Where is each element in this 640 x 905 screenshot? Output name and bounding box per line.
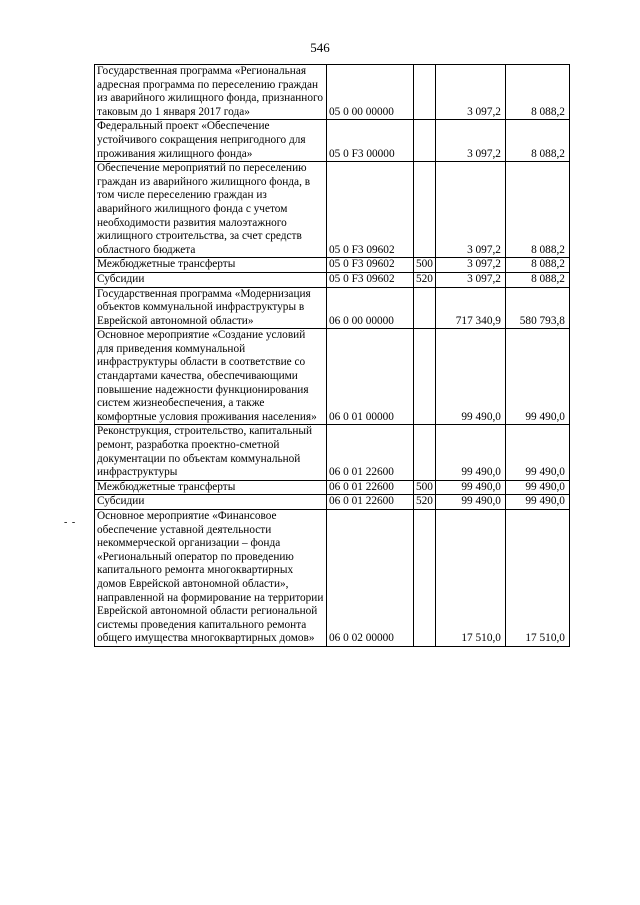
row-sum-2: 580 793,8 [505, 287, 569, 329]
row-sum-1: 717 340,9 [435, 287, 505, 329]
row-sum-1: 3 097,2 [435, 272, 505, 287]
row-name: Государственная программа «Модернизация объектов коммунальной инфраструктуры в Еврейской автономной области» [95, 287, 327, 329]
row-sum-2: 99 490,0 [505, 329, 569, 425]
row-code: 05 0 F3 09602 [327, 272, 414, 287]
row-name: Субсидии [95, 272, 327, 287]
table-row [95, 425, 570, 480]
row-code: 05 0 00 00000 [327, 65, 414, 120]
row-sum-2: 8 088,2 [505, 65, 569, 120]
row-code: 06 0 01 00000 [327, 329, 414, 425]
row-sum-2: 99 490,0 [505, 480, 569, 495]
row-code: 05 0 F3 09602 [327, 162, 414, 258]
table-row [95, 120, 570, 162]
margin-mark: - - [64, 517, 77, 528]
row-sum-1: 3 097,2 [435, 65, 505, 120]
row-vr: 500 [414, 480, 436, 495]
budget-table [94, 64, 570, 647]
table-row [95, 162, 570, 258]
row-vr: 520 [414, 272, 436, 287]
page-number: 546 [310, 40, 330, 55]
row-vr: 500 [414, 258, 436, 273]
table-row [95, 329, 570, 425]
row-name: Реконструкция, строительство, капитальный ремонт, разработка проектно-сметной документации по объектам коммунальной инфраструктуры [95, 425, 327, 480]
table-row [95, 287, 570, 329]
table-row [95, 272, 570, 287]
row-code: 05 0 F3 09602 [327, 258, 414, 273]
row-name: Субсидии [95, 495, 327, 510]
row-sum-1: 99 490,0 [435, 329, 505, 425]
row-sum-1: 99 490,0 [435, 495, 505, 510]
row-name: Федеральный проект «Обеспечение устойчивого сокращения непригодного для проживания жилищного фонда» [95, 120, 327, 162]
row-sum-2: 8 088,2 [505, 162, 569, 258]
table-row [95, 480, 570, 495]
row-sum-1: 3 097,2 [435, 258, 505, 273]
row-sum-1: 3 097,2 [435, 162, 505, 258]
row-vr [414, 329, 436, 425]
table-row [95, 510, 570, 647]
row-name: Основное мероприятие «Создание условий для приведения коммунальной инфраструктуры области в соответствие со стандартами качества, обеспечивающими повышение надежности функционирования систем жизнеобеспечения, а также комфортные условия проживания населения» [95, 329, 327, 425]
row-sum-2: 17 510,0 [505, 510, 569, 647]
row-vr [414, 65, 436, 120]
row-sum-2: 99 490,0 [505, 495, 569, 510]
row-sum-1: 99 490,0 [435, 425, 505, 480]
row-sum-1: 99 490,0 [435, 480, 505, 495]
row-name: Основное мероприятие «Финансовое обеспечение уставной деятельности некоммерческой организации – фонда «Региональный оператор по проведению капитального ремонта многоквартирных домов Еврейской автономной области», направленной на формирование на территории Еврейской автономной области региональной системы проведения капитального ремонта общего имущества многоквартирных домов» [95, 510, 327, 647]
row-name: Межбюджетные трансферты [95, 258, 327, 273]
row-code: 06 0 01 22600 [327, 425, 414, 480]
row-name: Обеспечение мероприятий по переселению граждан из аварийного жилищного фонда, в том числе переселению граждан из аварийного жилищного фонда с учетом необходимости развития малоэтажного жилищного строительства, за счет средств областного бюджета [95, 162, 327, 258]
row-sum-2: 8 088,2 [505, 258, 569, 273]
row-sum-1: 17 510,0 [435, 510, 505, 647]
row-vr: 520 [414, 495, 436, 510]
table-row [95, 495, 570, 510]
row-vr [414, 162, 436, 258]
row-code: 05 0 F3 00000 [327, 120, 414, 162]
row-vr [414, 287, 436, 329]
table-row [95, 65, 570, 120]
row-vr [414, 425, 436, 480]
row-vr [414, 120, 436, 162]
row-sum-2: 8 088,2 [505, 120, 569, 162]
row-code: 06 0 01 22600 [327, 495, 414, 510]
row-code: 06 0 00 00000 [327, 287, 414, 329]
row-code: 06 0 01 22600 [327, 480, 414, 495]
table-row [95, 258, 570, 273]
row-name: Межбюджетные трансферты [95, 480, 327, 495]
row-name: Государственная программа «Региональная адресная программа по переселению граждан из аварийного жилищного фонда, признанного таковым до 1 января 2017 года» [95, 65, 327, 120]
row-vr [414, 510, 436, 647]
row-sum-1: 3 097,2 [435, 120, 505, 162]
row-sum-2: 8 088,2 [505, 272, 569, 287]
row-sum-2: 99 490,0 [505, 425, 569, 480]
row-code: 06 0 02 00000 [327, 510, 414, 647]
